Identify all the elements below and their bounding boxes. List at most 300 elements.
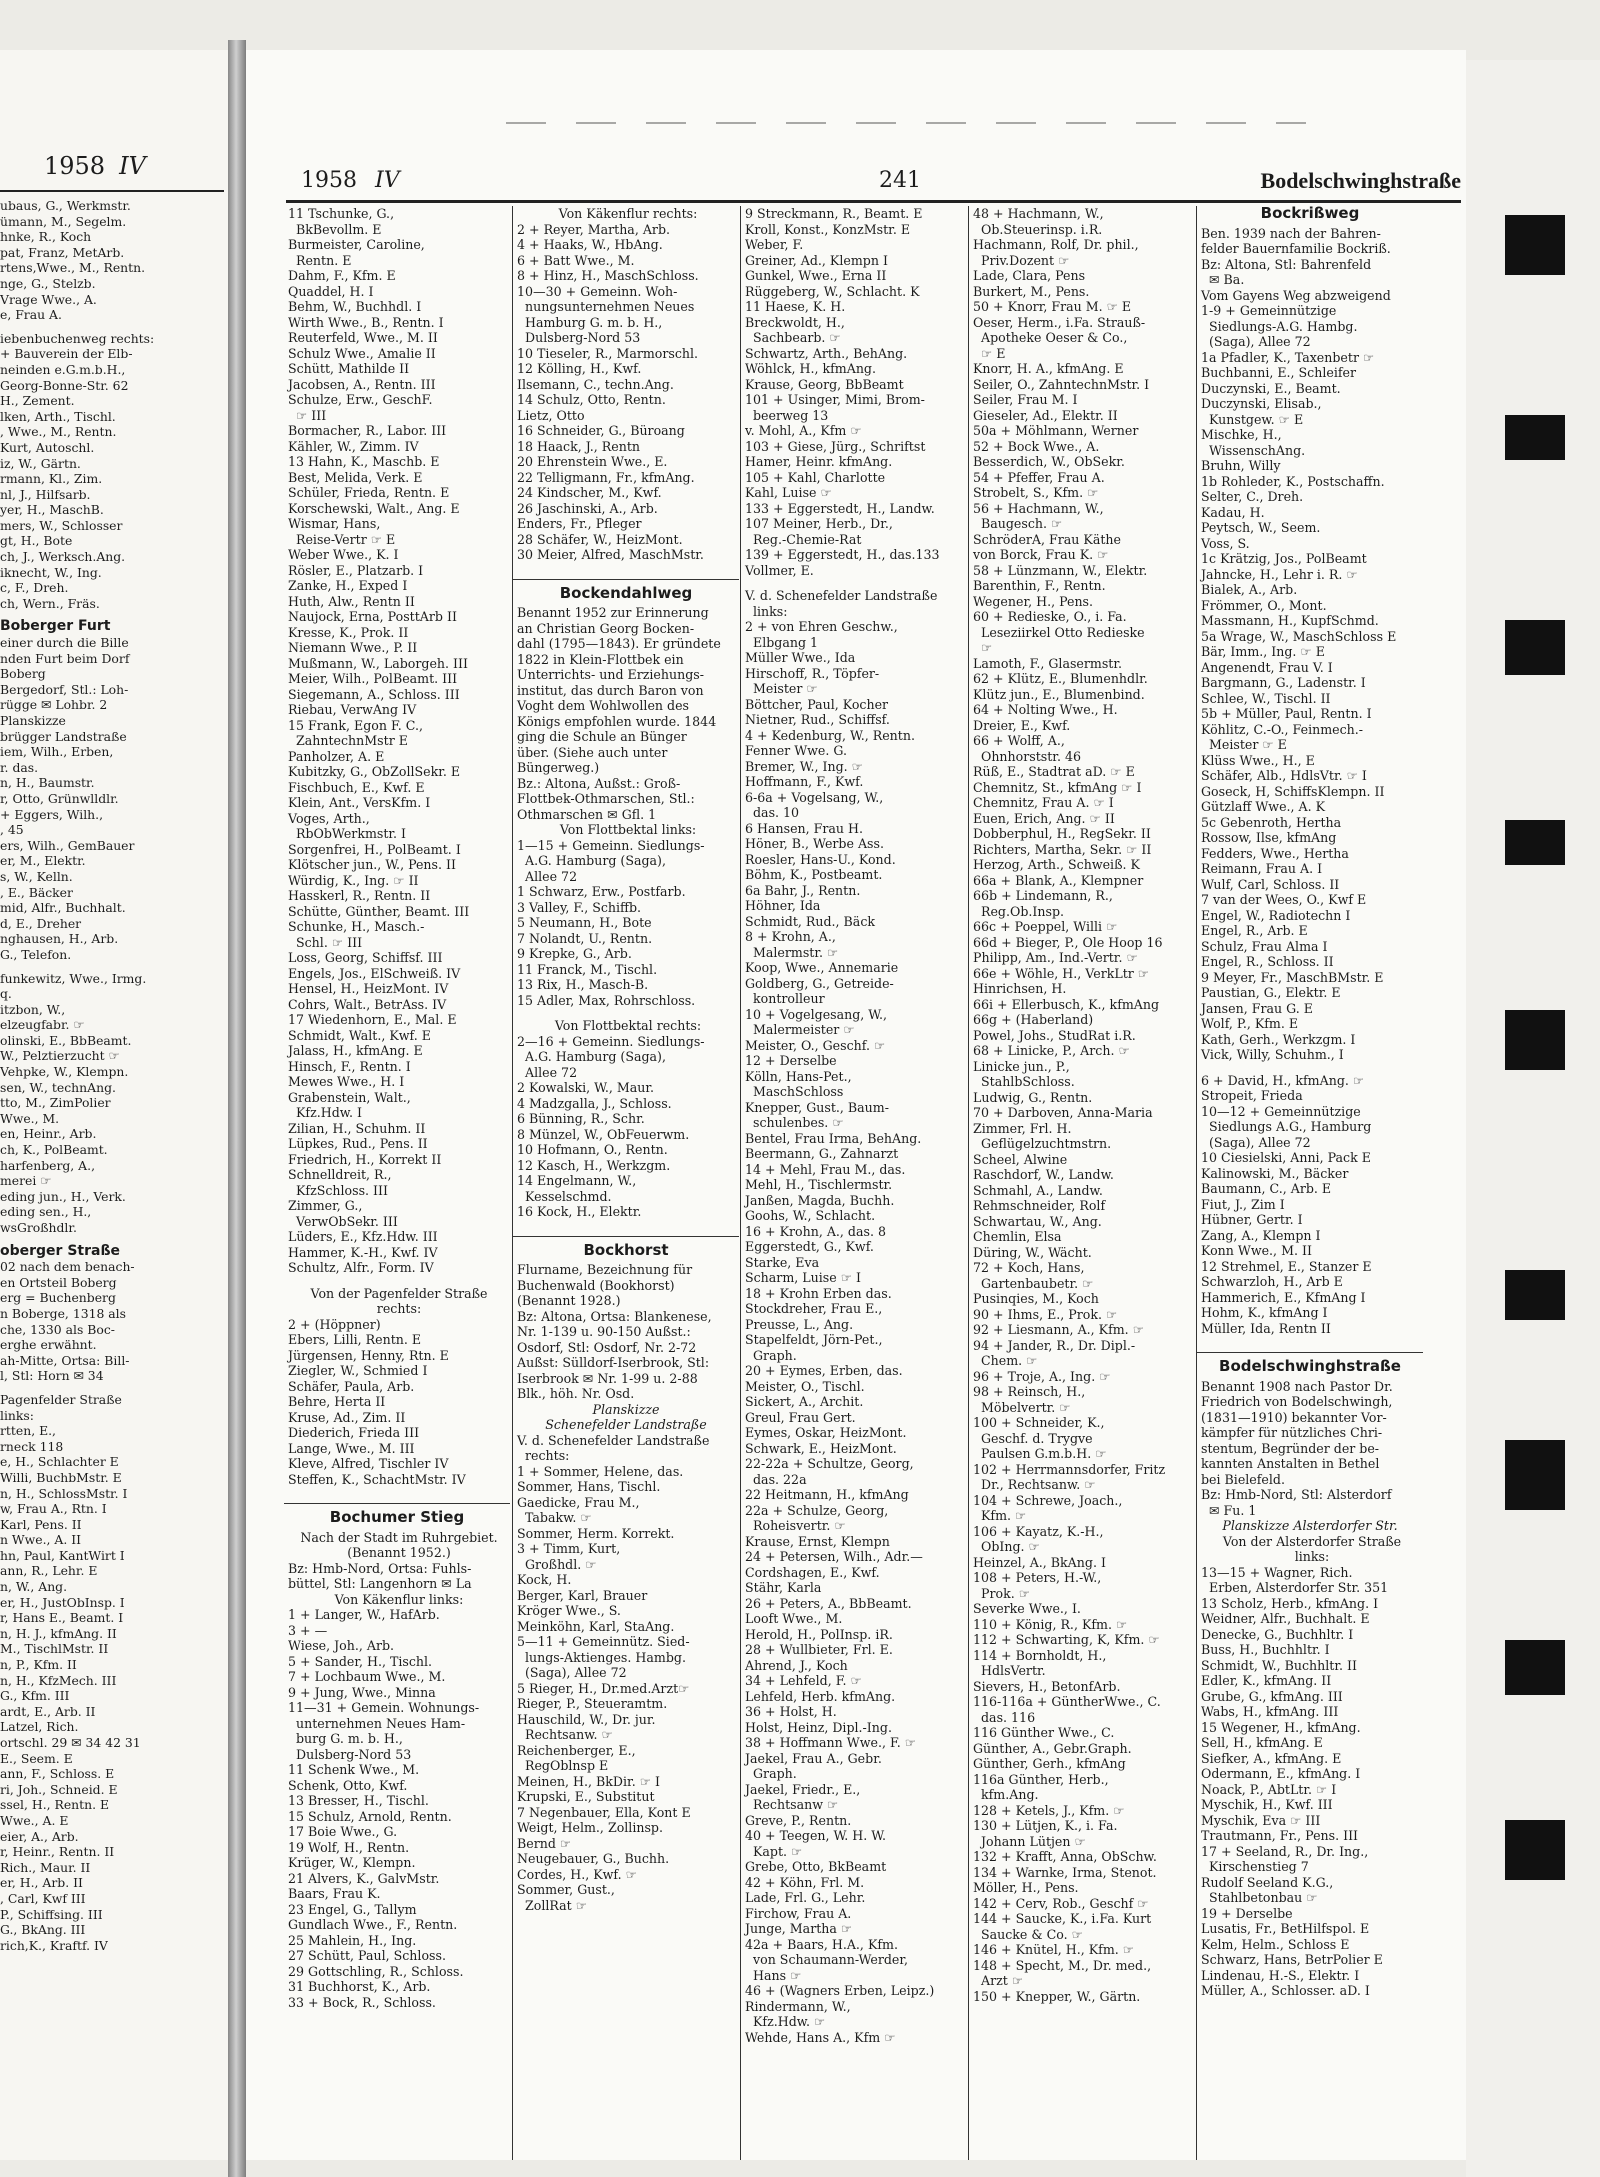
resident-entry: Jalass, H., kfmAng. E: [288, 1043, 423, 1058]
directory-line: Planskizze: [0, 713, 66, 728]
resident-entry: 11 Franck, M., Tischl.: [517, 961, 658, 977]
resident-entry: Kölln, Hans-Pet.,: [745, 1068, 852, 1084]
resident-entry: Schulze, Erw., GeschF.: [288, 392, 433, 407]
resident-entry: Hachmann, Rolf, Dr. phil.,: [973, 237, 1139, 252]
resident-entry: Kath, Gerh., Werkzgm. I: [1201, 1031, 1356, 1047]
resident-entry: V. d. Schenefelder Landstraße: [745, 588, 938, 603]
resident-entry: 17 Wiedenhorn, E., Mal. E: [288, 1012, 457, 1027]
resident-entry: 1 Schwarz, Erw., Postfarb.: [517, 884, 686, 899]
resident-entry: Voges, Arth.,: [288, 810, 370, 826]
resident-entry: 50 + Knorr, Frau M. ☞ E: [973, 299, 1132, 314]
entry-continuation: Roheisvertr. ☞: [753, 1518, 846, 1533]
resident-entry: Klüss Wwe., H., E: [1201, 752, 1315, 768]
resident-entry: 18 + Krohn Erben das.: [745, 1285, 892, 1301]
left-page-year: 1958: [44, 152, 106, 180]
directory-line: ers, Wilh., GemBauer: [0, 837, 135, 853]
entry-continuation: links:: [753, 603, 788, 619]
resident-entry: Klein, Ant., VersKfm. I: [288, 795, 431, 810]
resident-entry: 17 Boie Wwe., G.: [288, 1824, 398, 1839]
resident-entry: 102 + Herrmannsdorfer, Fritz: [973, 1461, 1166, 1477]
column-2: [512, 206, 739, 2160]
left-page-column: [0, 198, 224, 1953]
directory-line: funkewitz, Wwe., Irmg.: [0, 970, 147, 986]
resident-entry: 96 + Troje, A., Ing. ☞: [973, 1368, 1111, 1384]
resident-entry: 52 + Bock Wwe., A.: [973, 438, 1100, 454]
resident-entry: Wismar, Hans,: [288, 516, 381, 531]
resident-entry: 9 Meyer, Fr., MaschBMstr. E: [1201, 969, 1384, 985]
column-5: [1196, 206, 1423, 2160]
resident-entry: Lindenau, H.-S., Elektr. I: [1201, 1967, 1360, 1983]
directory-line: nghausen, H., Arb.: [0, 931, 119, 947]
resident-entry: Fedders, Wwe., Hertha: [1201, 845, 1349, 861]
resident-entry: Mewes Wwe., H. I: [288, 1074, 405, 1089]
directory-line: , 45: [0, 822, 24, 838]
directory-line: mid, Alfr., Buchhalt.: [0, 900, 126, 916]
resident-entry: Rüß, E., Stadtrat aD. ☞ E: [973, 764, 1135, 779]
resident-entry: Wöhlck, H., kfmAng.: [745, 361, 876, 376]
resident-entry: Paustian, G., Elektr. E: [1201, 985, 1341, 1000]
resident-entry: Höhner, Ida: [745, 898, 821, 913]
directory-line: ri, Joh., Schneid. E: [0, 1781, 118, 1797]
resident-entry: 66c + Poeppel, Willi ☞: [973, 919, 1118, 934]
left-page-header: [44, 152, 224, 180]
resident-entry: Denecke, G., Buchhltr. I: [1201, 1626, 1354, 1642]
directory-line: ah-Mitte, Ortsa: Bill-: [0, 1352, 130, 1368]
resident-entry: Powel, Johs., StudRat i.R.: [973, 1027, 1136, 1043]
directory-line: M., TischlMstr. II: [0, 1641, 109, 1657]
resident-entry: Kahl, Luise ☞: [745, 485, 832, 500]
resident-entry: Best, Melida, Verk. E: [288, 469, 423, 485]
resident-entry: 28 + Wullbieter, Frl. E.: [745, 1642, 893, 1657]
resident-entry: 4 + Kedenburg, W., Rentn.: [745, 727, 915, 743]
resident-entry: 42 + Köhn, Frl. M.: [745, 1874, 865, 1890]
resident-entry: Koop, Wwe., Annemarie: [745, 960, 899, 975]
resident-entry: 33 + Bock, R., Schloss.: [288, 1994, 436, 2010]
entry-continuation: StahlbSchloss.: [981, 1074, 1075, 1089]
directory-line: rtens,Wwe., M., Rentn.: [0, 260, 146, 276]
resident-entry: Hinsch, F., Rentn. I: [288, 1058, 411, 1074]
directory-line: er, M., Elektr.: [0, 853, 86, 869]
resident-entry: Schäfer, Paula, Arb.: [288, 1378, 415, 1394]
resident-entry: Schmidt, W., Buchhltr. II: [1201, 1657, 1357, 1673]
resident-entry: Dahm, F., Kfm. E: [288, 268, 396, 283]
resident-entry: Schultz, Alfr., Form. IV: [288, 1260, 434, 1275]
street-heading: Bochumer Stieg: [284, 1503, 510, 1526]
directory-line: brügger Landstraße: [0, 728, 127, 744]
directory-line: , Wwe., M., Rentn.: [0, 424, 117, 440]
entry-continuation: Kapt. ☞: [753, 1843, 803, 1859]
resident-entry: Schwarzloh, H., Arb E: [1201, 1274, 1343, 1289]
directory-line: ümann, M., Segelm.: [0, 213, 127, 229]
directory-line: G., BkAng. III: [0, 1922, 86, 1938]
resident-entry: Ludwig, G., Rentn.: [973, 1089, 1093, 1105]
entry-continuation: Tabakw. ☞: [525, 1510, 592, 1525]
entry-continuation: Leseziirkel Otto Redieske: [981, 624, 1145, 640]
resident-entry: Zimmer, G.,: [288, 1198, 363, 1213]
resident-entry: 9 Krepke, G., Arb.: [517, 946, 632, 961]
edge-tab-mark: [1505, 1820, 1565, 1880]
resident-entry: 2 + von Ehren Geschw.,: [745, 619, 898, 634]
directory-line: + Eggers, Wilh.,: [0, 806, 104, 822]
resident-entry: 26 Jaschinski, A., Arb.: [517, 500, 658, 516]
resident-entry: Neugebauer, G., Buchh.: [517, 1851, 670, 1866]
resident-entry: Ahrend, J., Koch: [745, 1657, 848, 1673]
directory-line: s, W., Kelln.: [0, 868, 73, 884]
entry-continuation: das. 10: [753, 805, 800, 820]
entry-continuation: Geschf. d. Trygve: [981, 1430, 1093, 1446]
resident-entry: 6 + Batt Wwe., M.: [517, 252, 635, 268]
entry-continuation: Reg.-Chemie-Rat: [753, 531, 862, 547]
resident-entry: 15 Schulz, Arnold, Rentn.: [288, 1808, 452, 1824]
resident-entry: 1822 in Klein-Flottbek ein: [517, 651, 684, 667]
resident-entry: Diederich, Frieda III: [288, 1425, 420, 1440]
resident-entry: Seiler, O., ZahntechnMstr. I: [973, 376, 1150, 392]
resident-entry: Mehl, H., Tischlermstr.: [745, 1177, 893, 1192]
directory-line: pat, Franz, MetArb.: [0, 244, 125, 260]
resident-entry: 58 + Lünzmann, W., Elektr.: [973, 562, 1148, 578]
resident-entry: 36 + Holst, H.: [745, 1704, 837, 1719]
resident-entry: Schmidt, Walt., Kwf. E: [288, 1027, 431, 1043]
resident-entry: 7 van der Wees, O., Kwf E: [1201, 892, 1367, 907]
resident-entry: Hirschoff, R., Töpfer-: [745, 665, 880, 681]
resident-entry: 130 + Lütjen, K., i. Fa.: [973, 1818, 1118, 1833]
entry-continuation: (Saga), Allee 72: [525, 1665, 627, 1680]
entry-continuation: das. 22a: [753, 1471, 807, 1487]
resident-entry: Rieger, P., Steueramtm.: [517, 1696, 668, 1711]
resident-entry: Möller, H., Pens.: [973, 1880, 1079, 1895]
resident-entry: Edler, K., kfmAng. II: [1201, 1673, 1332, 1688]
resident-entry: Quaddel, H. I: [288, 283, 374, 299]
resident-entry: Myschik, Eva ☞ III: [1201, 1812, 1321, 1828]
resident-entry: 7 + Lochbaum Wwe., M.: [288, 1669, 446, 1684]
resident-entry: Greul, Frau Gert.: [745, 1409, 856, 1425]
resident-entry: Krause, Georg, BbBeamt: [745, 376, 904, 392]
resident-entry: (1831—1910) bekannter Vor-: [1201, 1409, 1387, 1425]
directory-line: er, H., Arb. II: [0, 1875, 83, 1891]
resident-entry: 66a + Blank, A., Klempner: [973, 872, 1144, 888]
resident-entry: Müller, Ida, Rentn II: [1201, 1320, 1331, 1336]
resident-entry: Schwarz, Hans, BetrPolier E: [1201, 1952, 1383, 1967]
resident-entry: V. d. Schenefelder Landstraße: [517, 1432, 710, 1448]
directory-line: eding jun., H., Verk.: [0, 1188, 126, 1204]
entry-continuation: Meister ☞: [753, 681, 818, 696]
spacer: [513, 1008, 739, 1018]
resident-entry: Schulz Wwe., Amalie II: [288, 345, 436, 361]
entry-continuation: Saucke & Co. ☞: [981, 1926, 1083, 1942]
map-reference: Schenefelder Landstraße: [545, 1417, 707, 1432]
entry-continuation: KfzSchloss. III: [296, 1182, 388, 1198]
resident-entry: 12 Strehmel, E., Stanzer E: [1201, 1258, 1372, 1274]
resident-entry: Kock, H.: [517, 1572, 572, 1587]
resident-entry: Starke, Eva: [745, 1254, 820, 1270]
resident-entry: Bernd ☞: [517, 1835, 572, 1851]
resident-entry: Stähr, Karla: [745, 1580, 822, 1595]
resident-entry: Gaedicke, Frau M.,: [517, 1494, 640, 1510]
resident-entry: Schmahl, A., Landw.: [973, 1182, 1103, 1198]
resident-entry: 16 Schneider, G., Büroang: [517, 423, 685, 438]
resident-entry: 100 + Schneider, K.,: [973, 1415, 1105, 1430]
resident-entry: 66e + Wöhle, H., VerkLtr ☞: [973, 965, 1150, 981]
resident-entry: Greiner, Ad., Klempn I: [745, 252, 888, 268]
resident-entry: Iserbrook ✉ Nr. 1-99 u. 2-88: [517, 1370, 698, 1386]
resident-entry: 54 + Pfeffer, Frau A.: [973, 469, 1105, 485]
resident-entry: Roesler, Hans-U., Kond.: [745, 851, 896, 867]
entry-continuation: Malermeister ☞: [753, 1022, 855, 1037]
resident-entry: 4 Madzgalla, J., Schloss.: [517, 1095, 672, 1111]
resident-entry: 9 + Jung, Wwe., Minna: [288, 1684, 436, 1700]
resident-entry: Bentel, Frau Irma, BehAng.: [745, 1130, 922, 1146]
resident-entry: 29 Gottschling, R., Schloss.: [288, 1963, 464, 1979]
resident-entry: Hasskerl, R., Rentn. II: [288, 888, 431, 903]
entry-continuation: Graph.: [753, 1766, 797, 1781]
resident-entry: Wiese, Joh., Arb.: [288, 1638, 395, 1653]
resident-entry: 13 Scholz, Herb., kfmAng. I: [1201, 1595, 1379, 1611]
entry-continuation: Dr., Rechtsanw. ☞: [981, 1477, 1096, 1492]
resident-entry: Wabs, H., kfmAng. III: [1201, 1704, 1339, 1719]
resident-entry: 7 Negenbauer, Ella, Kont E: [517, 1804, 691, 1820]
entry-continuation: ObIng. ☞: [981, 1539, 1040, 1554]
resident-entry: 18 Haack, J., Rentn: [517, 438, 641, 454]
resident-entry: 2 Kowalski, W., Maur.: [517, 1080, 655, 1095]
resident-entry: Rudolf Seeland K.G.,: [1201, 1874, 1334, 1890]
resident-entry: Junge, Martha ☞: [745, 1921, 853, 1936]
resident-entry: Hoffmann, F., Kwf.: [745, 774, 864, 789]
resident-entry: Kalinowski, M., Bäcker: [1201, 1165, 1349, 1181]
directory-line: Vrage Wwe., A.: [0, 291, 97, 307]
resident-entry: Reimann, Frau A. I: [1201, 861, 1323, 876]
resident-entry: 16 + Krohn, A., das. 8: [745, 1223, 886, 1239]
entry-continuation: Rentn. E: [296, 252, 352, 268]
resident-entry: Schüler, Frieda, Rentn. E: [288, 485, 450, 500]
spacer: [1197, 1336, 1423, 1346]
resident-entry: Wolf, P., Kfm. E: [1201, 1016, 1299, 1031]
entry-continuation: (Saga), Allee 72: [1209, 1134, 1311, 1150]
resident-entry: SchröderA, Frau Käthe: [973, 531, 1121, 547]
header-rule: [286, 200, 1461, 203]
entry-continuation: ☞ E: [981, 345, 1006, 361]
entry-continuation: Sachbearb. ☞: [753, 330, 841, 345]
resident-entry: Strobelt, S., Kfm. ☞: [973, 485, 1099, 500]
resident-entry: Krupski, E., Substitut: [517, 1789, 655, 1804]
entry-continuation: beerweg 13: [753, 407, 829, 423]
resident-entry: Looft Wwe., M.: [745, 1611, 843, 1626]
resident-entry: 3 + Timm, Kurt,: [517, 1541, 621, 1556]
entry-continuation: Johann Lütjen ☞: [981, 1833, 1086, 1849]
entry-continuation: Kunstgew. ☞ E: [1209, 411, 1304, 427]
directory-line: rich,K., Kraftf. IV: [0, 1937, 108, 1953]
resident-entry: 72 + Koch, Hans,: [973, 1260, 1085, 1275]
resident-entry: Böhm, K., Postbeamt.: [745, 867, 883, 882]
resident-entry: 66b + Lindemann, R.,: [973, 888, 1113, 903]
resident-entry: 6 + David, H., kfmAng. ☞: [1201, 1072, 1365, 1088]
resident-entry: Hamer, Heinr. kfmAng.: [745, 454, 893, 469]
resident-entry: 5 Neumann, H., Bote: [517, 915, 652, 930]
resident-entry: 116 Günther Wwe., C.: [973, 1725, 1115, 1740]
entry-continuation: ☞: [981, 640, 993, 655]
resident-entry: Lade, Frl. G., Lehr.: [745, 1890, 866, 1905]
resident-entry: 11 Haese, K. H.: [745, 299, 846, 314]
resident-entry: Sell, H., kfmAng. E: [1201, 1735, 1323, 1750]
directory-line: G., Telefon.: [0, 946, 72, 962]
resident-entry: Hohm, K., kfmAng I: [1201, 1305, 1328, 1320]
resident-entry: Nietner, Rud., Schiffsf.: [745, 712, 890, 727]
directory-line: Wwe., M.: [0, 1110, 60, 1126]
resident-entry: Schütt, Mathilde II: [288, 361, 410, 376]
resident-entry: Lange, Wwe., M. III: [288, 1440, 415, 1456]
directory-line: , E., Bäcker: [0, 884, 73, 900]
entry-continuation: ☞ III: [296, 407, 327, 423]
page-header: [301, 168, 1461, 198]
directory-line: Bergedorf, Stl.: Loh-: [0, 681, 129, 697]
resident-entry: Wirth Wwe., B., Rentn. I: [288, 314, 444, 330]
directory-line: ssel, H., Rentn. E: [0, 1797, 110, 1813]
entry-continuation: nungsunternehmen Neues: [525, 299, 695, 314]
resident-entry: Dreier, E., Kwf.: [973, 717, 1071, 733]
resident-entry: Bruhn, Willy: [1201, 458, 1281, 473]
resident-entry: 12 Kasch, H., Werkzgm.: [517, 1157, 671, 1173]
entry-continuation: BkBevollm. E: [296, 221, 382, 237]
resident-entry: dahl (1795—1843). Er gründete: [517, 636, 721, 651]
directory-line: r, Otto, Grünwlldlr.: [0, 790, 119, 806]
resident-entry: 26 + Peters, A., BbBeamt.: [745, 1595, 912, 1611]
resident-entry: Grabenstein, Walt.,: [288, 1089, 411, 1105]
entry-continuation: Apotheke Oeser & Co.,: [981, 330, 1128, 345]
entry-continuation: MaschSchloss: [753, 1084, 844, 1099]
resident-entry: 34 + Lehfeld, F. ☞: [745, 1673, 862, 1688]
resident-entry: Friedrich, H., Korrekt II: [288, 1151, 442, 1167]
resident-entry: Engel, R., Schloss. II: [1201, 954, 1334, 969]
resident-entry: Korschewski, Walt., Ang. E: [288, 500, 460, 516]
resident-entry: 42a + Baars, H.A., Kfm.: [745, 1936, 898, 1952]
resident-entry: Würdig, K., Ing. ☞ II: [288, 872, 419, 888]
resident-entry: 8 + Krohn, A.,: [745, 929, 836, 944]
resident-entry: Trautmann, Fr., Pens. III: [1201, 1828, 1359, 1843]
resident-entry: Sievers, H., BetonfArb.: [973, 1678, 1121, 1694]
resident-entry: Siegemann, A., Schloss. III: [288, 686, 460, 702]
resident-entry: Niemann Wwe., P. II: [288, 640, 418, 655]
entry-continuation: Rechtsanw. ☞: [525, 1727, 613, 1742]
entry-continuation: kontrolleur: [753, 991, 825, 1006]
resident-entry: 2 + (Höppner): [288, 1316, 381, 1332]
resident-entry: Herzog, Arth., Schweiß. K: [973, 857, 1140, 872]
resident-entry: Grebe, Otto, BkBeamt: [745, 1859, 887, 1874]
resident-entry: Köhlitz, C.-O., Feinmech.-: [1201, 721, 1364, 737]
resident-entry: 50a + Möhlmann, Werner: [973, 423, 1139, 438]
directory-line: E., Seem. E: [0, 1750, 73, 1766]
edge-tab-mark: [1505, 1440, 1565, 1510]
resident-entry: 11 Schenk Wwe., M.: [288, 1762, 420, 1777]
resident-entry: Außst: Sülldorf-Iserbrook, Stl:: [517, 1355, 710, 1370]
entry-continuation: Arzt ☞: [981, 1973, 1024, 1988]
spacer: [513, 1220, 739, 1230]
resident-entry: 148 + Specht, M., Dr. med.,: [973, 1957, 1152, 1973]
resident-entry: 66g + (Haberland): [973, 1012, 1094, 1027]
resident-entry: Janßen, Magda, Buchh.: [745, 1192, 895, 1208]
resident-entry: 142 + Cerv, Rob., Geschf ☞: [973, 1895, 1149, 1911]
directory-line: P., Schiffsing. III: [0, 1906, 103, 1922]
entry-continuation: (Saga), Allee 72: [1209, 334, 1311, 349]
entry-continuation: unternehmen Neues Ham-: [296, 1715, 466, 1731]
resident-entry: Reichenberger, E.,: [517, 1742, 636, 1758]
resident-entry: Müller Wwe., Ida: [745, 650, 856, 665]
directory-line: rtten, E.,: [0, 1423, 56, 1439]
resident-entry: Stapelfeldt, Jörn-Pet.,: [745, 1332, 883, 1347]
edge-tab-mark: [1505, 1010, 1565, 1070]
resident-entry: 1c Krätzig, Jos., PolBeamt: [1201, 551, 1367, 566]
section-direction: Von Flottbektal rechts:: [554, 1018, 702, 1033]
resident-entry: Raschdorf, W., Landw.: [973, 1167, 1114, 1182]
resident-entry: Sommer, Gust.,: [517, 1882, 615, 1897]
resident-entry: Vick, Willy, Schuhm., I: [1201, 1047, 1344, 1062]
street-heading: Bockendahlweg: [513, 579, 739, 602]
resident-entry: Gieseler, Ad., Elektr. II: [973, 407, 1118, 423]
resident-entry: 8 Münzel, W., ObFeuerwm.: [517, 1126, 690, 1142]
resident-entry: 3 Valley, F., Schiffb.: [517, 899, 642, 915]
spacer: [513, 563, 739, 573]
directory-line: rmann, Kl., Zim.: [0, 471, 103, 487]
resident-entry: Büngerweg.): [517, 760, 600, 775]
directory-line: Boberg: [0, 666, 46, 682]
resident-entry: Cohrs, Walt., BetrAss. IV: [288, 996, 447, 1012]
resident-entry: 20 + Eymes, Erben, das.: [745, 1363, 903, 1378]
entry-continuation: WissenschAng.: [1209, 442, 1306, 458]
resident-entry: 4 + Haaks, W., HbAng.: [517, 237, 663, 252]
directory-line: eding sen., H.,: [0, 1204, 92, 1220]
resident-entry: Böttcher, Paul, Kocher: [745, 696, 889, 712]
resident-entry: Ziegler, W., Schmied I: [288, 1363, 428, 1378]
directory-line: n Boberge, 1318 als: [0, 1305, 126, 1321]
directory-line: Wwe., A. E: [0, 1812, 69, 1828]
resident-entry: Buchbanni, E., Schleifer: [1201, 365, 1356, 380]
entry-continuation: Reise-Vertr ☞ E: [296, 531, 396, 547]
directory-line: l, Stl: Horn ✉ 34: [0, 1368, 104, 1384]
resident-entry: Flurname, Bezeichnung für: [517, 1262, 693, 1277]
resident-entry: Hammer, K.-H., Kwf. IV: [288, 1244, 438, 1260]
directory-line: Rich., Maur. II: [0, 1859, 91, 1875]
directory-line: 02 nach dem benach-: [0, 1259, 135, 1275]
directory-line: eier, A., Arb.: [0, 1828, 79, 1844]
resident-entry: 20 Ehrenstein Wwe., E.: [517, 454, 668, 469]
resident-entry: Noack, P., AbtLtr. ☞ I: [1201, 1781, 1337, 1797]
resident-entry: Gützlaff Wwe., A. K: [1201, 799, 1326, 814]
directory-line: er, H., JustObInsp. I: [0, 1594, 125, 1610]
directory-line: ardt, E., Arb. II: [0, 1703, 96, 1719]
directory-line: W., Pelztierzucht ☞: [0, 1048, 120, 1064]
resident-entry: Dobberphul, H., RegSekr. II: [973, 826, 1151, 841]
entry-continuation: Schl. ☞ III: [296, 934, 363, 950]
resident-entry: Meinköhn, Karl, StaAng.: [517, 1618, 675, 1634]
resident-entry: Schäfer, Alb., HdlsVtr. ☞ I: [1201, 768, 1367, 783]
entry-continuation: Elbgang 1: [753, 634, 819, 650]
directory-line: elzeugfabr. ☞: [0, 1017, 85, 1033]
resident-entry: 132 + Krafft, Anna, ObSchw.: [973, 1849, 1157, 1864]
resident-entry: institut, das durch Baron von: [517, 682, 704, 698]
resident-entry: Rösler, E., Platzarb. I: [288, 562, 424, 578]
column-3: [740, 206, 967, 2160]
resident-entry: 22-22a + Schultze, Georg,: [745, 1456, 914, 1471]
entry-continuation: Kfz.Hdw. I: [296, 1105, 363, 1120]
running-head-street: Bodelschwinghstraße: [1260, 168, 1461, 193]
resident-entry: Kelm, Helm., Schloss E: [1201, 1936, 1350, 1952]
resident-entry: Jaekel, Friedr., E.,: [745, 1781, 861, 1797]
spacer: [0, 323, 224, 331]
resident-entry: 105 + Kahl, Charlotte: [745, 469, 886, 485]
resident-entry: bei Bielefeld.: [1201, 1471, 1285, 1487]
resident-entry: 15 Wegener, H., kfmAng.: [1201, 1719, 1361, 1735]
resident-entry: 1b Rohleder, K., Postschaffn.: [1201, 473, 1385, 489]
resident-entry: 5a Wrage, W., MaschSchloss E: [1201, 628, 1397, 644]
page-number: 241: [879, 168, 921, 193]
